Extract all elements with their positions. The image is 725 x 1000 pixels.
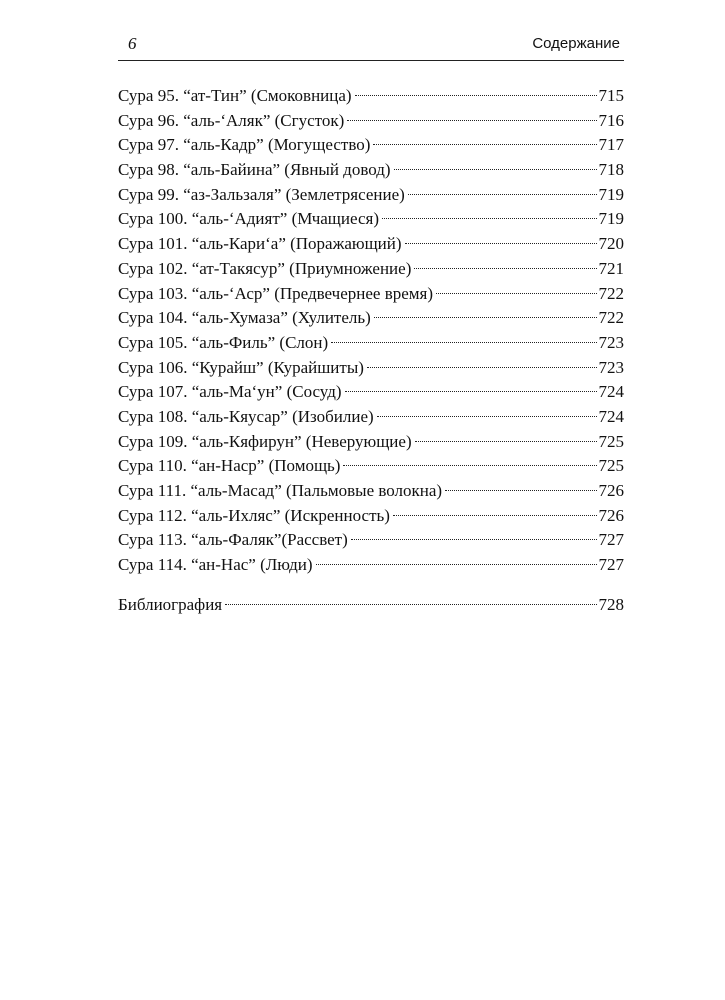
dot-leader <box>343 465 596 466</box>
dot-leader <box>394 169 597 170</box>
toc-entry[interactable] <box>118 133 624 158</box>
toc-entry-page: 727 <box>598 555 624 575</box>
toc-entry-page: 722 <box>598 283 624 303</box>
toc-entry-title: Сура 95. “ат-Тин” (Смоковница) <box>118 86 352 105</box>
dot-leader <box>377 416 597 417</box>
toc-entry-page: 724 <box>598 382 624 402</box>
toc-entry-title: Сура 105. “аль-Филь” (Слон) <box>118 332 329 352</box>
toc-entry[interactable] <box>118 405 624 430</box>
section-gap <box>118 578 624 593</box>
toc-entry-title: Сура 96. “аль-‘Аляк” (Сгусток) <box>118 110 345 130</box>
dot-leader <box>225 604 596 605</box>
toc-entry-title: Сура 114. “ан-Нас” (Люди) <box>118 555 313 575</box>
dot-leader <box>351 539 597 540</box>
toc-entry-page: 726 <box>598 505 624 525</box>
toc-entry-page: 722 <box>598 308 624 328</box>
toc-entry-title: Библиография <box>118 594 223 614</box>
toc-entry[interactable] <box>118 257 624 282</box>
dot-leader <box>355 95 597 96</box>
toc-entry[interactable] <box>118 553 624 578</box>
toc-entry[interactable] <box>118 356 624 381</box>
toc-entry[interactable] <box>118 528 624 553</box>
toc-entry-title: Сура 99. “аз-Зальзаля” (Землетрясение) <box>118 184 405 204</box>
toc-entry-page: 719 <box>598 209 624 229</box>
toc-entry-title: Сура 113. “аль-Фаляк”(Рассвет) <box>118 530 348 550</box>
toc-entry-page: 723 <box>598 357 624 377</box>
toc-entry-title: Сура 106. “Курайш” (Курайшиты) <box>118 357 364 377</box>
toc-entry-page: 725 <box>598 431 624 451</box>
toc-entry[interactable] <box>118 232 624 257</box>
running-title: Содержание <box>532 35 620 52</box>
toc-entry-bibliography[interactable] <box>118 593 624 618</box>
dot-leader <box>393 515 597 516</box>
toc-entry[interactable] <box>118 331 624 356</box>
dot-leader <box>373 144 596 145</box>
toc-entry[interactable] <box>118 282 624 307</box>
toc-entry[interactable] <box>118 306 624 331</box>
toc-entry[interactable] <box>118 158 624 183</box>
table-of-contents <box>118 84 624 617</box>
dot-leader <box>316 564 597 565</box>
toc-entry[interactable] <box>118 504 624 529</box>
toc-entry[interactable] <box>118 430 624 455</box>
toc-entry-title: Сура 104. “аль-Хумаза” (Хулитель) <box>118 308 371 328</box>
toc-entry-title: Сура 110. “ан-Наср” (Помощь) <box>118 456 341 476</box>
toc-entry-title: Сура 103. “аль-‘Аср” (Предвечернее время) <box>118 283 434 303</box>
toc-entry-title: Сура 108. “аль-Кяусар” (Изобилие) <box>118 406 374 426</box>
page-header <box>118 32 624 61</box>
dot-leader <box>405 243 597 244</box>
toc-entry[interactable] <box>118 380 624 405</box>
dot-leader <box>345 391 597 392</box>
dot-leader <box>414 268 596 269</box>
toc-entry[interactable] <box>118 84 624 109</box>
toc-entry-page: 715 <box>598 86 624 105</box>
toc-entry-page: 727 <box>598 530 624 550</box>
toc-entry-title: Сура 102. “ат-Такясур” (Приумножение) <box>118 258 412 278</box>
toc-entry-title: Сура 97. “аль-Кадр” (Могущество) <box>118 135 371 155</box>
toc-entry[interactable] <box>118 207 624 232</box>
toc-entry[interactable] <box>118 183 624 208</box>
toc-entry-title: Сура 112. “аль-Ихляс” (Искренность) <box>118 505 390 525</box>
dot-leader <box>347 120 596 121</box>
toc-entry-page: 719 <box>598 184 624 204</box>
dot-leader <box>331 342 596 343</box>
toc-entry[interactable] <box>118 109 624 134</box>
toc-entry[interactable] <box>118 454 624 479</box>
toc-entry[interactable] <box>118 479 624 504</box>
toc-entry-page: 726 <box>598 481 624 500</box>
dot-leader <box>374 317 597 318</box>
dot-leader <box>382 218 597 219</box>
dot-leader <box>436 293 596 294</box>
toc-entry-title: Сура 109. “аль-Кяфирун” (Неверующие) <box>118 431 412 451</box>
toc-entry-title: Сура 98. “аль-Байина” (Явный довод) <box>118 160 391 180</box>
toc-entry-page: 725 <box>598 456 624 476</box>
toc-entry-title: Сура 111. “аль-Масад” (Пальмовые волокна) <box>118 481 443 500</box>
dot-leader <box>445 490 596 491</box>
page-number: 6 <box>128 34 137 53</box>
toc-entry-page: 718 <box>598 160 624 180</box>
toc-entry-page: 721 <box>598 258 624 278</box>
toc-entry-page: 720 <box>598 234 624 254</box>
dot-leader <box>367 367 597 368</box>
toc-entry-page: 724 <box>598 406 624 426</box>
toc-entry-page: 723 <box>598 332 624 352</box>
toc-entry-page: 717 <box>598 135 624 155</box>
toc-entry-page: 716 <box>598 110 624 130</box>
toc-entry-page: 728 <box>598 594 624 614</box>
toc-entry-title: Сура 107. “аль-Ма‘ун” (Сосуд) <box>118 382 342 402</box>
dot-leader <box>408 194 597 195</box>
dot-leader <box>415 441 597 442</box>
toc-entry-title: Сура 100. “аль-‘Адият” (Мчащиеся) <box>118 209 379 229</box>
toc-entry-title: Сура 101. “аль-Кари‘а” (Поражающий) <box>118 234 402 254</box>
